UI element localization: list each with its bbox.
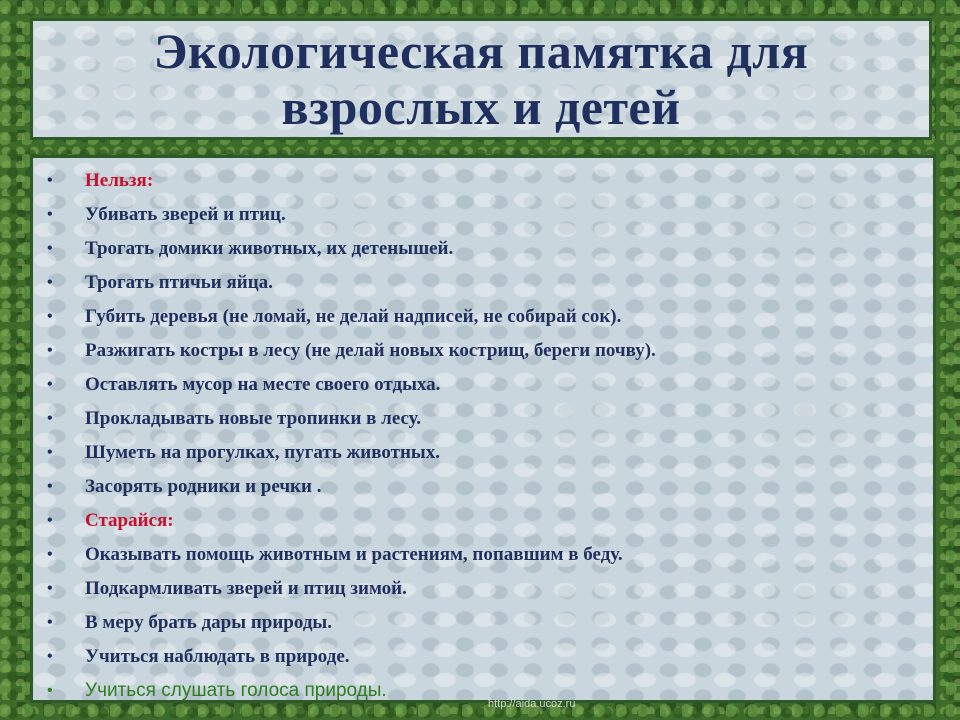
list-item	[33, 674, 933, 708]
page-title	[33, 21, 929, 135]
list-item-text: Губить деревья (не ломай, не делай надписей, не собирай сок).	[85, 306, 622, 327]
list-item	[33, 300, 933, 334]
bullet-icon: •	[47, 648, 53, 665]
list-item	[33, 164, 933, 198]
list-item-text: Прокладывать новые тропинки в лесу.	[85, 408, 422, 429]
list-item-text: Оказывать помощь животным и растениям, попавшим в беду.	[85, 544, 623, 565]
bullet-icon: •	[47, 172, 53, 189]
list-item	[33, 198, 933, 232]
list-item	[33, 470, 933, 504]
list-item-text: Старайся:	[85, 510, 174, 531]
list-item	[33, 538, 933, 572]
bullet-icon: •	[47, 274, 53, 291]
list-item	[33, 606, 933, 640]
bullet-icon: •	[47, 376, 53, 393]
list-item	[33, 334, 933, 368]
bullet-icon: •	[47, 240, 53, 257]
list-item-text: Учиться слушать голоса природы.	[85, 680, 387, 701]
list-item-text: Шуметь на прогулках, пугать животных.	[85, 442, 440, 463]
list-item	[33, 232, 933, 266]
bullet-icon: •	[47, 444, 53, 461]
list-item-text: Трогать птичьи яйца.	[85, 272, 273, 293]
bullet-icon: •	[47, 206, 53, 223]
title-box	[30, 18, 932, 140]
list-item-text: Подкармливать зверей и птиц зимой.	[85, 578, 407, 599]
list-item-text: Засорять родники и речки .	[85, 476, 322, 497]
list-item	[33, 436, 933, 470]
list-item	[33, 572, 933, 606]
list-item-text: Трогать домики животных, их детенышей.	[85, 238, 454, 259]
title-line-2: взрослых и детей	[281, 79, 681, 135]
list-item	[33, 504, 933, 538]
bullet-icon: •	[47, 512, 53, 529]
watermark: http://aida.ucoz.ru	[488, 698, 576, 710]
list-item-text: Убивать зверей и птиц.	[85, 204, 286, 225]
bullet-icon: •	[47, 478, 53, 495]
title-line-1: Экологическая памятка для	[153, 23, 809, 79]
bullet-icon: •	[47, 614, 53, 631]
bullet-icon: •	[47, 308, 53, 325]
bullet-icon: •	[47, 682, 53, 699]
list-item-text: Оставлять мусор на месте своего отдыха.	[85, 374, 441, 395]
list-item-text: Нельзя:	[85, 170, 154, 191]
list-item	[33, 368, 933, 402]
bullet-icon: •	[47, 342, 53, 359]
content-box	[30, 155, 936, 703]
list-item-text: В меру брать дары природы.	[85, 612, 333, 633]
bullet-icon: •	[47, 546, 53, 563]
bullet-icon: •	[47, 410, 53, 427]
list-item-text: Разжигать костры в лесу (не делай новых кострищ, береги почву).	[85, 340, 656, 361]
bullet-icon: •	[47, 580, 53, 597]
list-item	[33, 266, 933, 300]
list-item	[33, 640, 933, 674]
list-item-text: Учиться наблюдать в природе.	[85, 646, 350, 667]
rules-list	[33, 158, 933, 708]
list-item	[33, 402, 933, 436]
